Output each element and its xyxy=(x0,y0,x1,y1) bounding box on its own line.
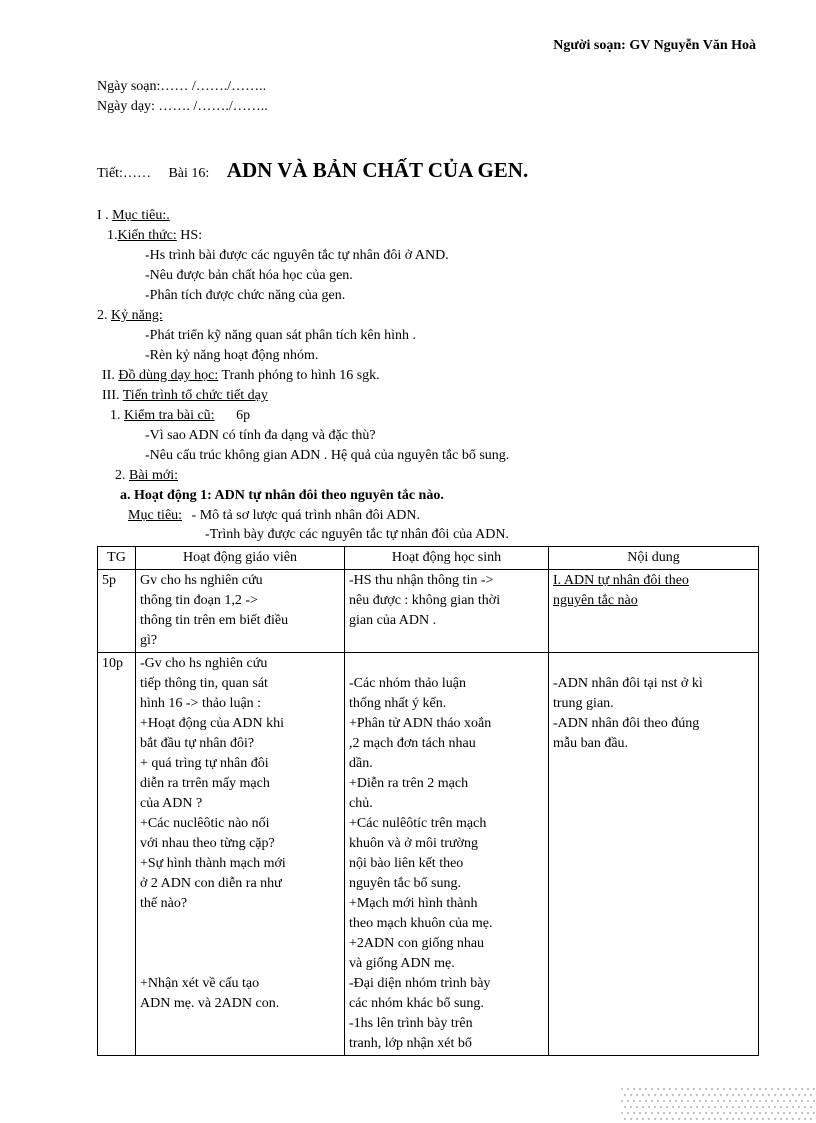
cell-line: tiếp thông tin, quan sát xyxy=(140,676,268,691)
cell-line: nêu được : không gian thời xyxy=(349,593,501,608)
cell-line: nội bào liên kết theo xyxy=(349,856,464,871)
lesson-title: ADN VÀ BẢN CHẤT CỦA GEN. xyxy=(226,158,529,182)
header-cell: Nội dung xyxy=(549,547,759,570)
process-heading: III. Tiến trình tổ chức tiết dạy xyxy=(102,388,268,403)
cell-line: hình 16 -> thảo luận : xyxy=(140,696,262,711)
header-cell: Hoạt động học sinh xyxy=(345,547,549,570)
author-line: Người soạn: GV Nguyễn Văn Hoà xyxy=(553,38,756,53)
cell-line: -ADN nhân đôi tại nst ở kì xyxy=(553,676,703,691)
cell-line xyxy=(553,654,754,674)
cell-line: thống nhất ý kến. xyxy=(349,696,447,711)
time-cell: 10p xyxy=(98,653,136,1056)
cell-line: diễn ra trrên mấy mạch xyxy=(140,776,270,791)
teacher-cell xyxy=(136,570,345,653)
cell-line: và giống ADN mẹ. xyxy=(349,956,455,971)
cell-line: -1hs lên trình bày trên xyxy=(349,1016,473,1031)
check-item: -Nêu cấu trúc không gian ADN . Hệ quả của nguyên tắc bổ sung. xyxy=(145,448,510,463)
check-item: -Vì sao ADN có tính đa dạng và đặc thù? xyxy=(145,428,376,443)
cell-line: +Diễn ra trên 2 mạch xyxy=(349,776,469,791)
knowledge-item: -Phân tích được chức năng của gen. xyxy=(145,288,346,303)
time-cell: 5p xyxy=(98,570,136,653)
cell-line: +2ADN con giống nhau xyxy=(349,936,485,951)
cell-line: thế nào? xyxy=(140,896,188,911)
cell-line: dần. xyxy=(349,756,373,771)
cell-line: +Hoạt động của ADN khi xyxy=(140,716,284,731)
cell-line: khuôn và ở môi trường xyxy=(349,836,478,851)
cell-line: +Mạch mới hình thành xyxy=(349,896,478,911)
cell-line: -HS thu nhận thông tin -> xyxy=(349,573,494,588)
cell-line xyxy=(140,934,340,954)
materials-line: II. Đồ dùng dạy học: Tranh phóng to hình 16 sgk. xyxy=(102,368,380,383)
knowledge-item: -Nêu được bản chất hóa học của gen. xyxy=(145,268,353,283)
cell-line: nguyên tắc bổ sung. xyxy=(349,876,461,891)
cell-line: I. ADN tự nhân đôi theo xyxy=(553,573,689,588)
skills-heading: 2. Kỷ năng: xyxy=(97,308,163,323)
table-row xyxy=(98,653,759,1056)
period-label: Tiết:…… xyxy=(97,166,151,181)
cell-line: -ADN nhân đôi theo đúng xyxy=(553,716,700,731)
cell-line: gian của ADN . xyxy=(349,613,437,628)
cell-line: ADN mẹ. và 2ADN con. xyxy=(140,996,280,1011)
check-heading: 1. Kiểm tra bài cũ: 6p xyxy=(110,408,251,423)
cell-line: ở 2 ADN con diễn ra như xyxy=(140,876,282,891)
cell-line xyxy=(140,914,340,934)
cell-line: các nhóm khác bổ sung. xyxy=(349,996,484,1011)
cell-line: +Nhận xét về cấu tạo xyxy=(140,976,260,991)
cell-line: tranh, lớp nhận xét bổ xyxy=(349,1036,472,1051)
cell-line: của ADN ? xyxy=(140,796,203,811)
cell-line: + quá trìng tự nhân đôi xyxy=(140,756,269,771)
cell-line: với nhau theo từng cặp? xyxy=(140,836,275,851)
student-cell xyxy=(345,653,549,1056)
cell-line: -Các nhóm thảo luận xyxy=(349,676,467,691)
cell-line: theo mạch khuôn của mẹ. xyxy=(349,916,493,931)
cell-line: chủ. xyxy=(349,796,373,811)
table-header-row xyxy=(98,547,759,570)
knowledge-heading: 1.Kiến thức: HS: xyxy=(107,228,203,243)
header-cell: TG xyxy=(98,547,136,570)
lesson-number: Bài 16: xyxy=(168,166,210,181)
cell-line: nguyên tắc nào xyxy=(553,593,638,608)
cell-line: gì? xyxy=(140,633,158,648)
goal-line: Mục tiêu: - Mô tả sơ lược quá trình nhân đôi ADN. xyxy=(128,508,421,523)
student-cell xyxy=(345,570,549,653)
new-lesson-heading: 2. Bài mới: xyxy=(115,468,179,483)
cell-line: +Các nuclêôtic nào nối xyxy=(140,816,270,831)
cell-line: +Các nulêôtíc trên mạch xyxy=(349,816,487,831)
cell-line: bắt đầu tự nhân đôi? xyxy=(140,736,255,751)
cell-line: -Đại diện nhóm trình bày xyxy=(349,976,491,991)
lesson-title-row xyxy=(97,158,528,183)
knowledge-item: -Hs trình bài được các nguyên tắc tự nhân đôi ở AND. xyxy=(145,248,449,263)
teacher-cell xyxy=(136,653,345,1056)
dotted-corner-decoration xyxy=(620,1085,815,1123)
cell-line: mẫu ban đầu. xyxy=(553,736,629,751)
cell-line: +Sự hình thành mạch mới xyxy=(140,856,286,871)
goal-item: -Trình bày được các nguyên tắc tự nhân đôi của ADN. xyxy=(205,527,509,542)
taught-date: Ngày dạy: ……. /……./…….. xyxy=(97,99,268,114)
skills-item: -Phát triển kỹ năng quan sát phân tích kên hình . xyxy=(145,328,416,343)
cell-line: ,2 mạch đơn tách nhau xyxy=(349,736,476,751)
cell-line: +Phân tử ADN tháo xoắn xyxy=(349,716,492,731)
cell-line: thông tin trên em biết điều xyxy=(140,613,289,628)
cell-line: -Gv cho hs nghiên cứu xyxy=(140,656,268,671)
header-cell: Hoạt động giáo viên xyxy=(136,547,345,570)
content-cell xyxy=(549,570,759,653)
content-cell xyxy=(549,653,759,1056)
activity-heading: a. Hoạt động 1: ADN tự nhân đôi theo nguyên tắc nào. xyxy=(120,488,444,503)
lesson-table xyxy=(97,546,759,1056)
table-row xyxy=(98,570,759,653)
skills-item: -Rèn kỷ năng hoạt động nhóm. xyxy=(145,348,319,363)
prepared-date: Ngày soạn:…… /……./…….. xyxy=(97,79,267,94)
cell-line: thông tin đoạn 1,2 -> xyxy=(140,593,258,608)
objectives-heading: I . Mục tiêu:. xyxy=(97,208,170,223)
cell-line: trung gian. xyxy=(553,696,614,711)
cell-line xyxy=(349,654,544,674)
cell-line: Gv cho hs nghiên cứu xyxy=(140,573,263,588)
cell-line xyxy=(140,954,340,974)
